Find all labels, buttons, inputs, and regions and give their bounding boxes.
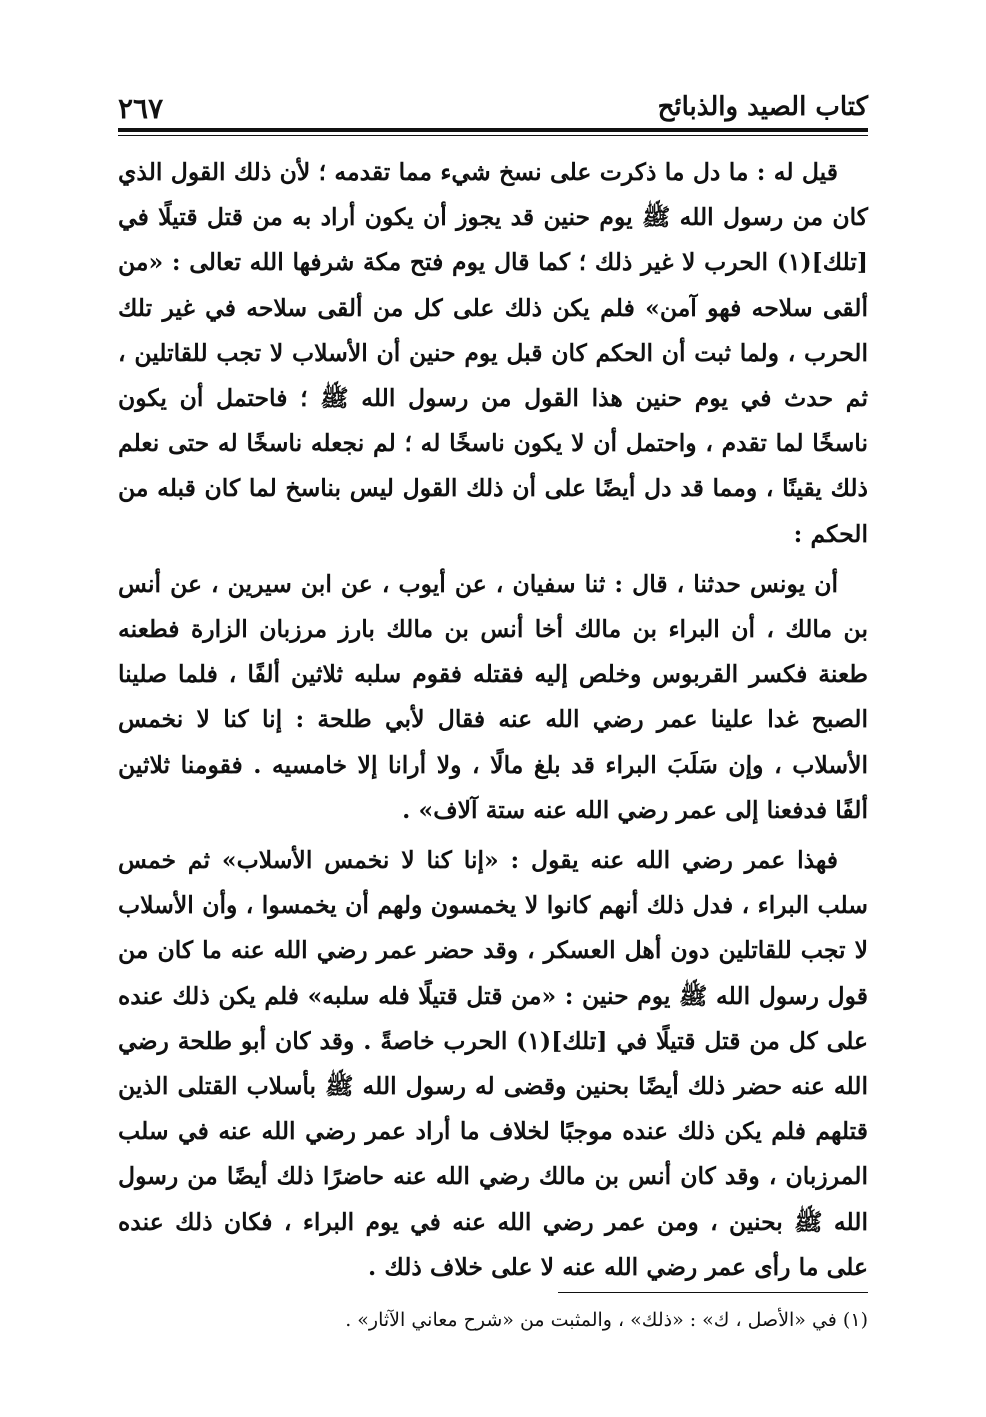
- paragraph-3: فهذا عمر رضي الله عنه يقول : «إنا كنا لا نخمس الأسلاب» ثم خمس سلب البراء ، فدل ذلك أنهم كانوا لا يخمسون ولهم أن يخمسوا ، وأن الأسلاب لا تجب للقاتلين دون أهل العسكر ، وقد حضر عمر رضي الله عنه ما كان من قول رسول الله ﷺ يوم حنين : «من قتل قتيلًا فله سلبه» فلم يكن ذلك عنده على كل من قتل قتيلًا في [تلك](١) الحرب خاصةً . وقد كان أبو طلحة رضي الله عنه حضر ذلك أيضًا بحنين وقضى له رسول الله ﷺ بأسلاب القتلى الذين قتلهم فلم يكن ذلك عنده موجبًا لخلاف ما أراد عمر رضي الله عنه في سلب المرزبان ، وقد كان أنس بن مالك رضي الله عنه حاضرًا ذلك أيضًا من رسول الله ﷺ بحنين ، ومن عمر رضي الله عنه في يوم البراء ، فكان ذلك عنده على ما رأى عمر رضي الله عنه لا على خلاف ذلك .: [118, 846, 868, 1281]
- paragraph-2: أن يونس حدثنا ، قال : ثنا سفيان ، عن أيوب ، عن ابن سيرين ، عن أنس بن مالك ، أن البراء بن مالك أخا أنس بن مالك بارز مرزبان الزارة فطعنه طعنة فكسر القربوس وخلص إليه فقتله فقوم سلبه ثلاثين ألفًا ، فلما صلينا الصبح غدا علينا عمر رضي الله عنه فقال لأبي طلحة : إنا كنا لا نخمس الأسلاب ، وإن سَلَبَ البراء قد بلغ مالًا ، ولا أرانا إلا خامسيه . فقومنا ثلاثين ألفًا فدفعنا إلى عمر رضي الله عنه ستة آلاف» .: [118, 569, 868, 824]
- footnote-separator: [558, 1292, 868, 1293]
- page-number: ٢٦٧: [118, 92, 164, 125]
- header-rule-thick: [118, 128, 868, 132]
- header-rule-thin: [118, 135, 868, 136]
- footnote-1: (١) في «الأصل ، ك» : «ذلك» ، والمثبت من «شرح معاني الآثار» .: [345, 1309, 868, 1331]
- running-header: [118, 92, 868, 132]
- chapter-title: كتاب الصيد والذبائح: [657, 92, 868, 122]
- main-text: [118, 150, 868, 1295]
- paragraph-1: قيل له : ما دل ما ذكرت على نسخ شيء مما تقدمه ؛ لأن ذلك القول الذي كان من رسول الله ﷺ يوم حنين قد يجوز أن يكون أراد به من قتل قتيلًا في [تلك](١) الحرب لا غير ذلك ؛ كما قال يوم فتح مكة شرفها الله تعالى : «من ألقى سلاحه فهو آمن» فلم يكن ذلك على كل من ألقى سلاحه في غير تلك الحرب ، ولما ثبت أن الحكم كان قبل يوم حنين أن الأسلاب لا تجب للقاتلين ، ثم حدث في يوم حنين هذا القول من رسول الله ﷺ ؛ فاحتمل أن يكون ناسخًا لما تقدم ، واحتمل أن لا يكون ناسخًا له ؛ لم نجعله ناسخًا له حتى نعلم ذلك يقينًا ، ومما قد دل أيضًا على أن ذلك القول ليس بناسخ لما كان قبله من الحكم :: [118, 158, 868, 548]
